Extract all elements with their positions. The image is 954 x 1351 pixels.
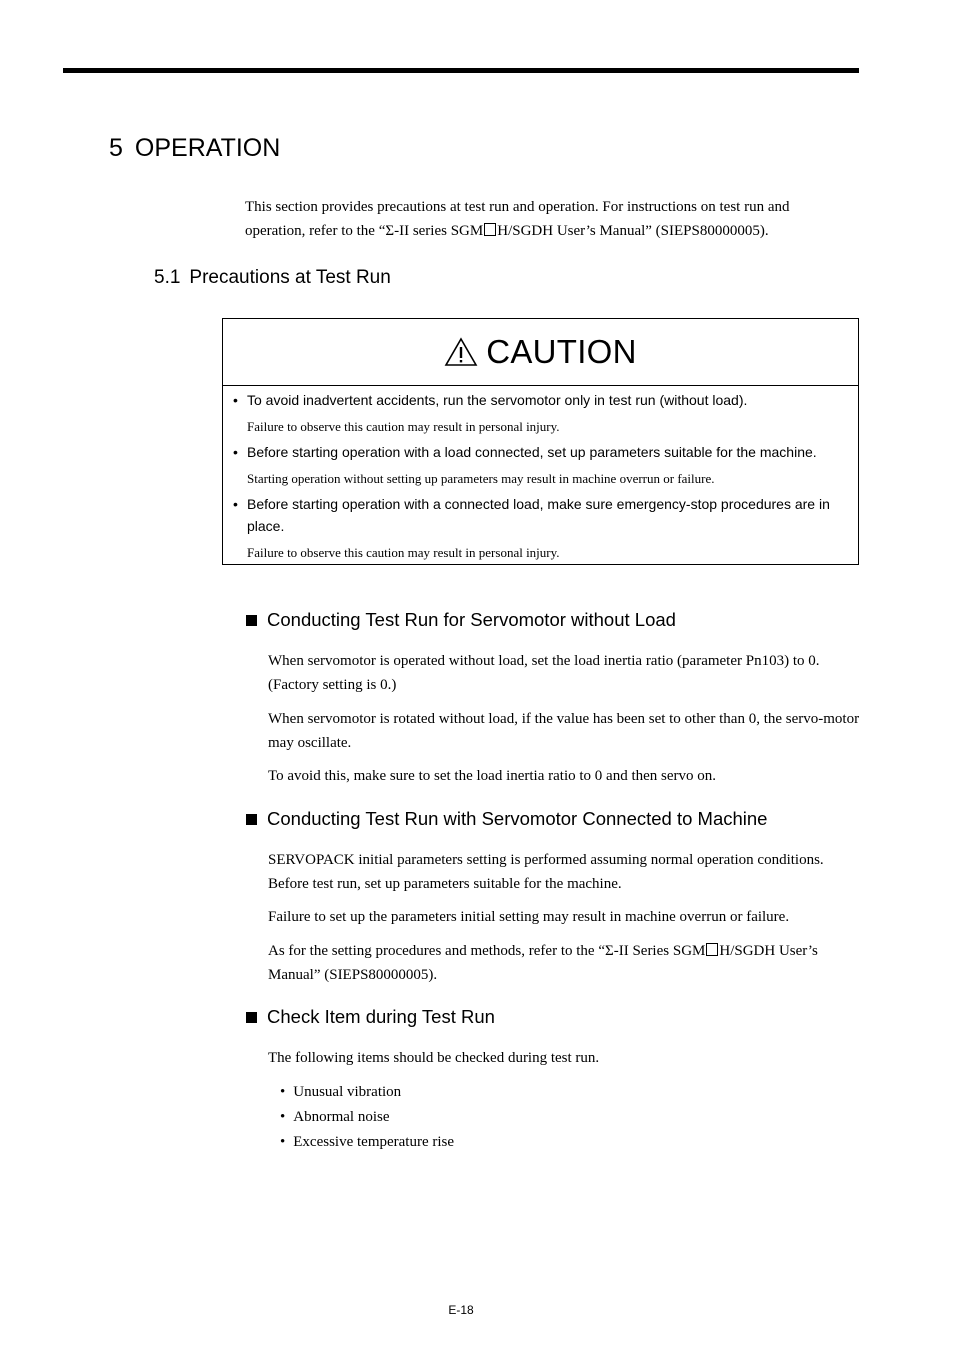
- reference-post: H/SGDH User’s Manual” (SIEPS80000005).: [268, 943, 818, 983]
- caution-note: Failure to observe this caution may result in personal injury.: [247, 419, 560, 434]
- chapter-title: OPERATION: [134, 134, 281, 162]
- subsection-heading: [246, 1006, 495, 1028]
- caution-note: Starting operation without setting up parameters may result in machine overrun or failure.: [247, 471, 715, 486]
- subsection-heading: [246, 609, 676, 631]
- reference-pre: As for the setting procedures and methods, refer to the “Σ-II Series SGM: [268, 943, 706, 959]
- caution-item: • Before starting operation with a connected load, make sure emergency-stop procedures are in place.: [233, 496, 830, 534]
- chapter-heading: [109, 134, 280, 163]
- paragraph: When servomotor is operated without load, set the load inertia ratio (parameter Pn103) to 0. (Factory setting is 0.): [268, 653, 820, 693]
- paragraph-reference: [268, 939, 860, 987]
- box-placeholder-icon: [484, 223, 496, 236]
- warning-triangle-icon: [444, 337, 478, 367]
- caution-header: [223, 319, 858, 386]
- paragraph: The following items should be checked during test run.: [268, 1050, 600, 1066]
- chapter-number: 5: [109, 134, 123, 162]
- paragraph: When servomotor is rotated without load, if the value has been set to other than 0, the servo-motor may oscillate.: [268, 711, 860, 751]
- caution-item: • Before starting operation with a load connected, set up parameters suitable for the machine.: [233, 444, 817, 460]
- paragraph: SERVOPACK initial parameters setting is performed assuming normal operation conditions. Before test run, set up parameters suitable for the machine.: [268, 852, 824, 892]
- box-placeholder-icon: [706, 943, 718, 956]
- caution-title: CAUTION: [486, 333, 637, 370]
- section-number: 5.1: [154, 267, 181, 288]
- intro-line-2-post: H/SGDH User’s Manual” (SIEPS80000005).: [497, 223, 769, 239]
- list-item-text: Abnormal noise: [293, 1109, 390, 1125]
- subsection-heading: [246, 808, 767, 830]
- list-item: • Unusual vibration: [280, 1084, 402, 1100]
- header-rule: [63, 68, 859, 73]
- subsection-title: Conducting Test Run with Servomotor Connected to Machine: [267, 808, 768, 829]
- caution-note: Failure to observe this caution may result in personal injury.: [247, 545, 560, 560]
- paragraph: To avoid this, make sure to set the load inertia ratio to 0 and then servo on.: [268, 768, 717, 784]
- list-item-text: Unusual vibration: [293, 1084, 402, 1100]
- caution-item-text: Before starting operation with a load connected, set up parameters suitable for the machine.: [247, 444, 817, 460]
- list-item-text: Excessive temperature rise: [293, 1134, 455, 1150]
- caution-item: • To avoid inadvertent accidents, run the servomotor only in test run (without load).: [233, 392, 748, 408]
- section-title: Precautions at Test Run: [189, 267, 391, 288]
- page-number: E-18: [448, 1303, 474, 1317]
- intro-paragraph: [245, 195, 845, 243]
- square-bullet-icon: [246, 615, 257, 626]
- square-bullet-icon: [246, 1012, 257, 1023]
- subsection-title: Conducting Test Run for Servomotor without Load: [267, 609, 676, 630]
- square-bullet-icon: [246, 814, 257, 825]
- caution-box: [222, 318, 859, 565]
- caution-item-text: To avoid inadvertent accidents, run the servomotor only in test run (without load).: [247, 392, 748, 408]
- section-heading: [154, 267, 391, 289]
- paragraph: Failure to set up the parameters initial setting may result in machine overrun or failure.: [268, 909, 790, 925]
- list-item: • Abnormal noise: [280, 1109, 390, 1125]
- caution-body: [223, 386, 858, 564]
- caution-item-text: Before starting operation with a connected load, make sure emergency-stop procedures are in place.: [247, 496, 830, 534]
- intro-line-1: This section provides precautions at test run and operation. For instructions on test run and: [245, 199, 790, 215]
- list-item: • Excessive temperature rise: [280, 1134, 455, 1150]
- intro-line-2-pre: operation, refer to the “Σ-II series SGM: [245, 223, 484, 239]
- check-item-list: [280, 1080, 454, 1155]
- intro-line-2: [245, 219, 845, 243]
- subsection-title: Check Item during Test Run: [267, 1006, 495, 1027]
